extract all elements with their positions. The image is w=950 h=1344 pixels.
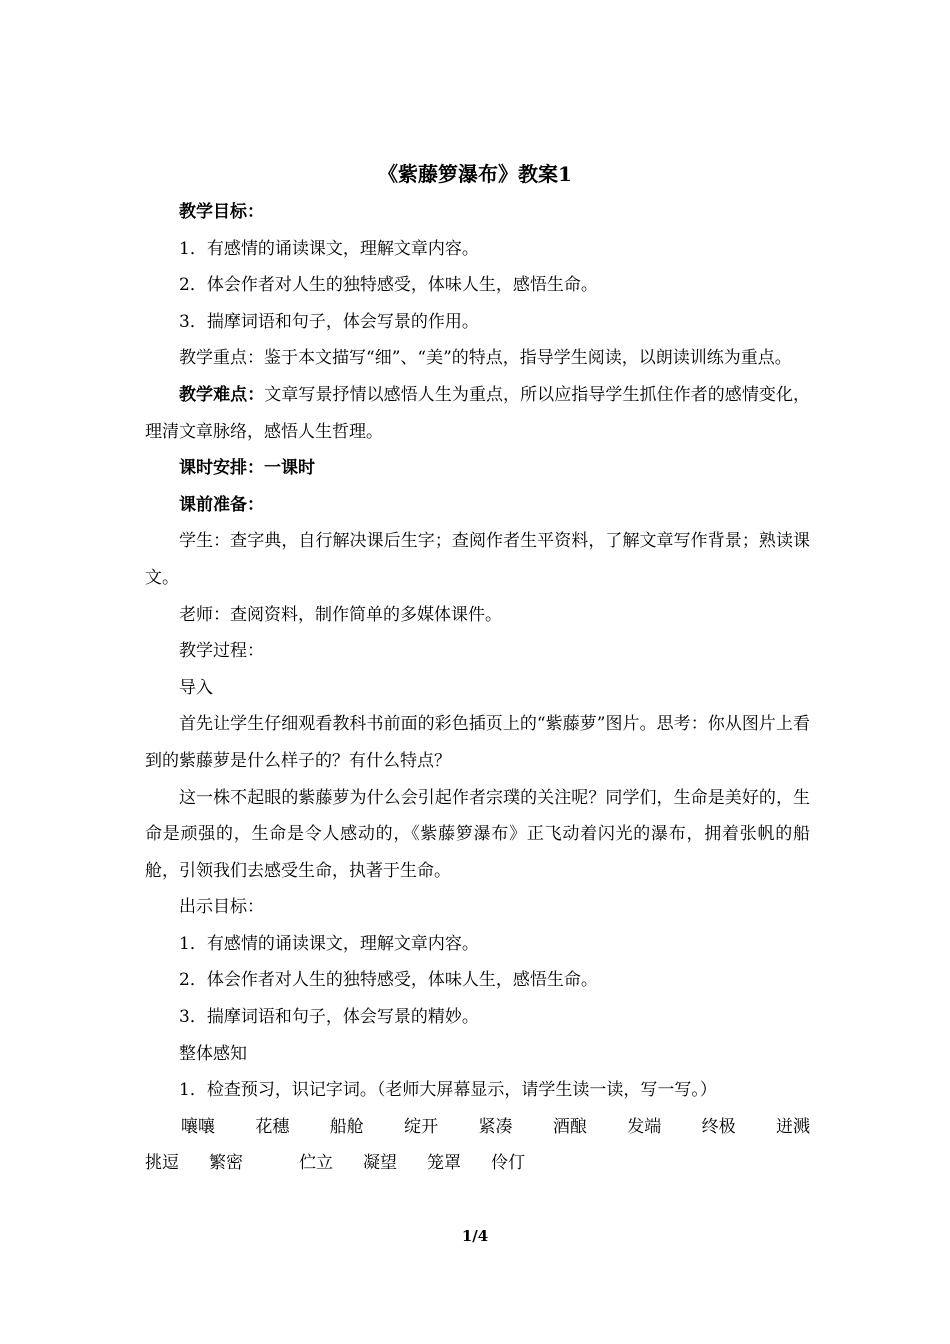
difficulty-text: 文章写景抒情以感悟人生为重点，所以应指导学生抓住作者的感情变化，理清文章脉络，感悟人生哲理。	[145, 384, 811, 442]
intro-paragraph: 这一株不起眼的紫藤萝为什么会引起作者宗璞的关注呢？同学们，生命是美好的，生命是顽强的，生命是令人感动的，《紫藤箩瀑布》正飞动着闪光的瀑布，拥着张帆的船舱，引领我们去感受生命，执著于生命。	[145, 787, 810, 881]
goal-item: 3．揣摩词语和句子，体会写景的精妙。	[179, 1007, 479, 1028]
goals-heading: 出示目标：	[179, 897, 264, 918]
schedule-line: 课时安排：一课时	[179, 458, 315, 479]
difficulty-paragraph	[145, 377, 810, 450]
goal-item: 2．体会作者对人生的独特感受，体味人生，感悟生命。	[179, 970, 598, 991]
vocab-word: 绽开	[404, 1116, 439, 1137]
key-point-paragraph: 教学重点：鉴于本文描写“细”、“美”的特点，指导学生阅读，以朗读训练为重点。	[179, 348, 792, 369]
document-title: 《紫藤箩瀑布》教案1	[378, 162, 572, 186]
objective-item: 1．有感情的诵读课文，理解文章内容。	[179, 238, 479, 259]
difficulty-label: 教学难点：	[179, 384, 265, 405]
process-heading: 教学过程：	[179, 641, 264, 662]
vocab-word: 笼罩	[427, 1153, 461, 1174]
vocab-word: 凝望	[363, 1153, 397, 1174]
intro-heading: 导入	[179, 677, 213, 698]
perception-heading: 整体感知	[179, 1043, 247, 1064]
page-current: 1	[461, 1227, 473, 1245]
intro-paragraph: 首先让学生仔细观看教科书前面的彩色插页上的“紫藤萝”图片。思考：你从图片上看到的紫藤萝是什么样子的？有什么特点？	[145, 714, 810, 771]
document-body	[145, 194, 810, 1182]
page-number	[0, 1224, 950, 1248]
page-separator: /	[472, 1227, 478, 1245]
check-item: 1．检查预习，识记字词。（老师大屏幕显示，请学生读一读，写一写。）	[179, 1080, 717, 1101]
objectives-heading: 教学目标：	[179, 202, 264, 222]
objective-item: 2．体会作者对人生的独特感受，体味人生，感悟生命。	[179, 275, 598, 296]
vocab-word: 酒酿	[552, 1116, 587, 1137]
vocab-word: 伫立	[299, 1153, 333, 1174]
preparation-heading: 课前准备：	[179, 494, 264, 515]
goal-item: 1．有感情的诵读课文，理解文章内容。	[179, 933, 479, 954]
vocab-word: 船舱	[329, 1116, 364, 1137]
objective-item: 3．揣摩词语和句子，体会写景的作用。	[179, 311, 479, 332]
vocab-word: 紧凑	[478, 1116, 513, 1137]
page-total: 4	[477, 1227, 489, 1245]
vocabulary-row-2	[145, 1145, 810, 1182]
vocab-word: 发端	[627, 1116, 662, 1137]
vocabulary-row-1	[145, 1109, 810, 1146]
vocab-word: 花穗	[255, 1116, 290, 1137]
vocab-word: 伶仃	[491, 1153, 525, 1174]
vocab-word: 嚷嚷	[181, 1116, 215, 1137]
vocab-word: 繁密	[209, 1153, 243, 1174]
vocab-word: 挑逗	[145, 1153, 179, 1174]
preparation-student: 学生：查字典，自行解决课后生字；查阅作者生平资料，了解文章写作背景；熟读课文。	[145, 531, 810, 588]
vocab-word: 终极	[701, 1116, 736, 1137]
vocab-word: 迸溅	[776, 1116, 810, 1137]
preparation-teacher: 老师：查阅资料，制作简单的多媒体课件。	[179, 604, 502, 625]
